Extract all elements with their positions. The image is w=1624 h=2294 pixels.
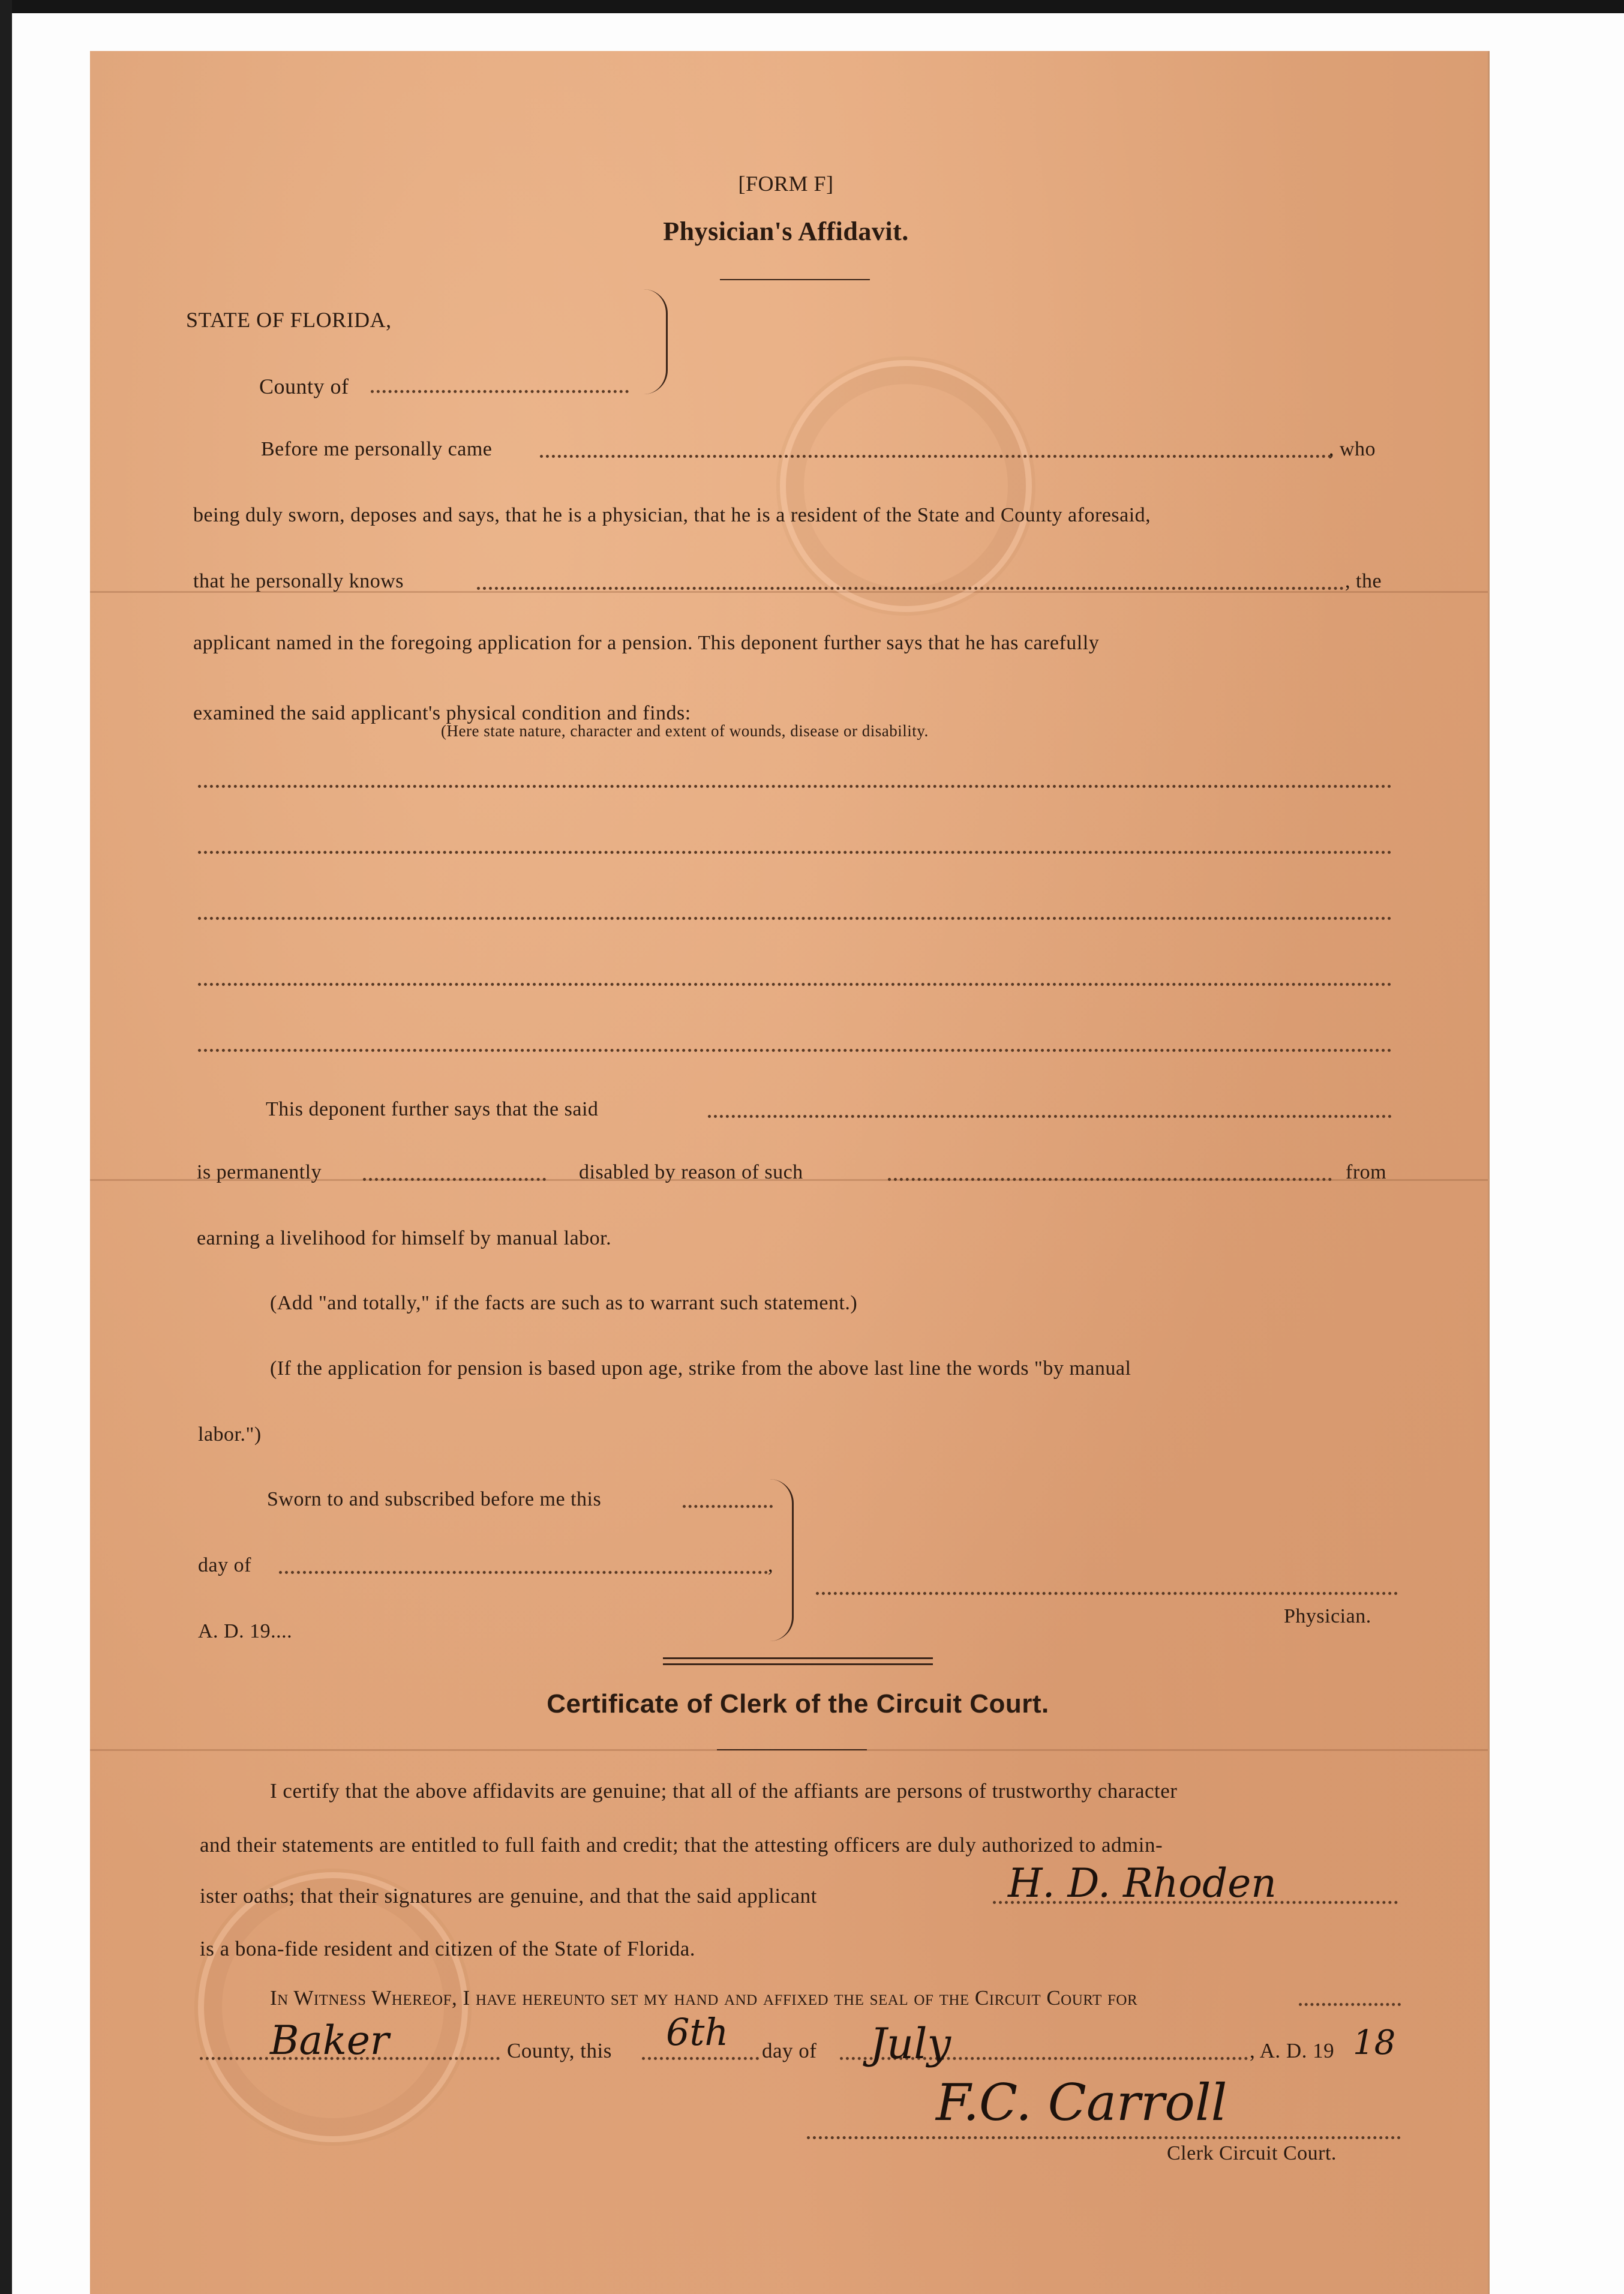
cert-line-2: and their statements are entitled to full faith and credit; that the attesting officers are duly authorized to admin- — [200, 1833, 1163, 1857]
county-label: County of — [259, 374, 349, 398]
form-label: [FORM F] — [738, 172, 834, 196]
p7-start: is permanently — [197, 1161, 322, 1183]
day-line — [642, 2057, 759, 2060]
witness-blank — [1299, 2003, 1401, 2006]
section-divider — [663, 1663, 933, 1665]
physician-signature-line — [816, 1592, 1398, 1595]
cert-line-1: I certify that the above affidavits are genuine; that all of the affiants are persons of trustworthy character — [270, 1779, 1178, 1803]
condition-line — [198, 785, 1392, 788]
cert-county-label: County, this — [507, 2039, 612, 2062]
cert-ad-label: , A. D. 19 — [1250, 2039, 1335, 2062]
p4: applicant named in the foregoing application for a pension. This deponent further says that he has carefully — [193, 632, 1100, 654]
condition-line — [198, 983, 1392, 986]
sworn-brace — [756, 1479, 794, 1641]
p7-mid: disabled by reason of such — [579, 1161, 803, 1183]
condition-line — [198, 851, 1392, 854]
p10: (If the application for pension is based upon age, strike from the above last line the words "by manual — [270, 1357, 1131, 1380]
day-of-label: day of — [198, 1554, 251, 1576]
day-of-blank — [279, 1571, 768, 1574]
clerk-signature: F.C. Carroll — [936, 2073, 1227, 2132]
p9: (Add "and totally," if the facts are such as to warrant such statement.) — [270, 1292, 858, 1314]
p3-end: , the — [1345, 570, 1382, 592]
scan-top-border — [0, 0, 1624, 13]
condition-line — [198, 1049, 1392, 1052]
name-blank — [540, 455, 1332, 458]
day-of-comma: , — [768, 1554, 773, 1576]
applicant-blank — [477, 587, 1344, 590]
p1-end: , who — [1329, 438, 1376, 460]
handwritten-county: Baker — [270, 2017, 389, 2064]
condition-line — [198, 917, 1392, 920]
cert-line-4: is a bona-fide resident and citizen of the State of Florida. — [200, 1937, 695, 1960]
p2: being duly sworn, deposes and says, that he is a physician, that he is a resident of the State and County aforesaid, — [193, 504, 1151, 526]
county-brace — [636, 289, 668, 394]
p5-note: (Here state nature, character and extent of wounds, disease or disability. — [441, 722, 929, 740]
embossed-seal — [780, 360, 1032, 612]
p11: labor.") — [198, 1423, 262, 1446]
certificate-title: Certificate of Clerk of the Circuit Court. — [547, 1689, 1049, 1719]
cert-line-5: In Witness Whereof, I have hereunto set my hand and affixed the seal of the Circuit Court for — [270, 1986, 1138, 2010]
title-rule — [720, 279, 870, 280]
p1-start: Before me personally came — [261, 438, 493, 460]
such-blank — [888, 1178, 1332, 1181]
p3-start: that he personally knows — [193, 570, 404, 592]
handwritten-year: 18 — [1353, 2023, 1396, 2062]
section-divider — [663, 1657, 933, 1659]
clerk-signature-line — [807, 2136, 1401, 2139]
county-blank — [371, 390, 629, 393]
form-title: Physician's Affidavit. — [663, 217, 909, 246]
handwritten-applicant: H. D. Rhoden — [1008, 1860, 1277, 1906]
said-blank — [708, 1115, 1392, 1118]
ad-label: A. D. 19.... — [198, 1620, 293, 1642]
certificate-rule — [717, 1749, 867, 1750]
clerk-label: Clerk Circuit Court. — [1167, 2142, 1337, 2164]
p5: examined the said applicant's physical condition and finds: — [193, 702, 691, 724]
p6: This deponent further says that the said — [266, 1098, 599, 1120]
cert-line-3-start: ister oaths; that their signatures are genuine, and that the said applicant — [200, 1884, 817, 1908]
permanently-blank — [363, 1178, 546, 1181]
handwritten-day: 6th — [666, 2010, 729, 2054]
sworn-label: Sworn to and subscribed before me this — [267, 1488, 602, 1510]
cert-dayof-label: day of — [762, 2039, 817, 2062]
p8: earning a livelihood for himself by manual labor. — [197, 1227, 612, 1249]
p7-end: from — [1346, 1161, 1387, 1183]
physician-label: Physician. — [1284, 1605, 1371, 1627]
handwritten-month: July — [870, 2019, 951, 2068]
state-label: STATE OF FLORIDA, — [186, 308, 392, 332]
scan-left-border — [0, 0, 12, 2294]
